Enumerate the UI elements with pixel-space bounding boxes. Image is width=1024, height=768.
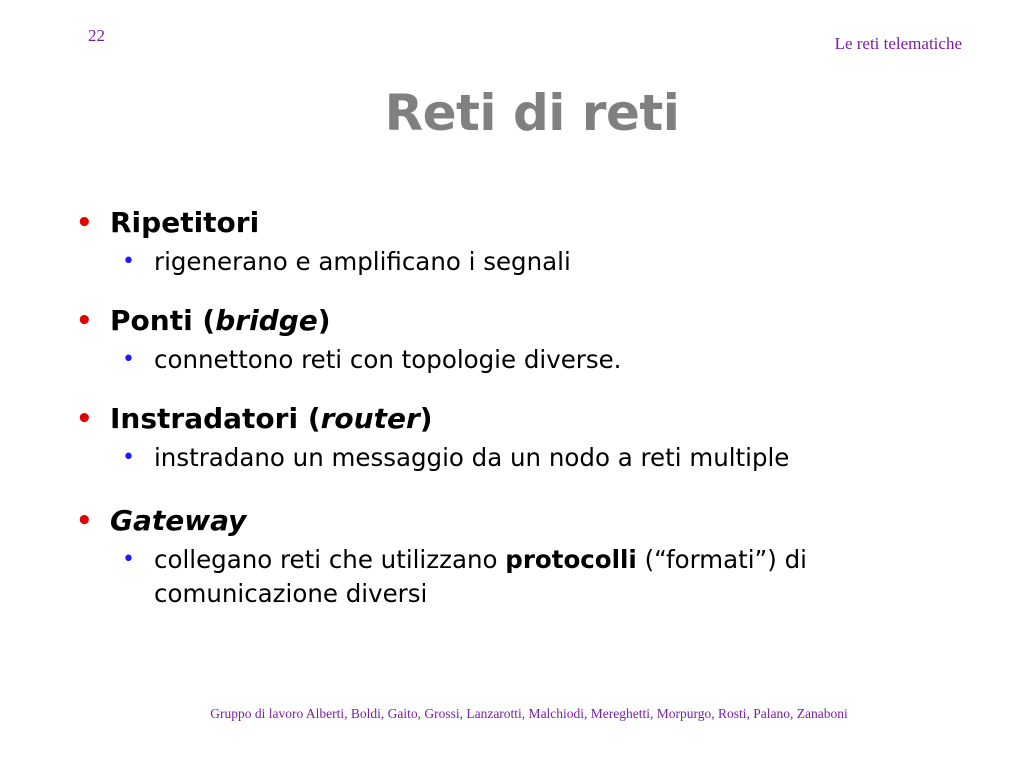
slide-number: 22 bbox=[88, 26, 105, 45]
bullet-icon: • bbox=[76, 208, 93, 238]
sub-bullet bbox=[122, 245, 976, 279]
heading-text-emphasis: router bbox=[320, 402, 420, 435]
header-title: Le reti telematiche bbox=[834, 34, 962, 53]
sub-bullet-text: rigenerano e amplificano i segnali bbox=[154, 247, 571, 276]
list-item-ponti bbox=[76, 301, 976, 377]
sub-bullet bbox=[122, 543, 976, 611]
bullet-heading bbox=[76, 501, 976, 541]
slide-title: Reti di reti bbox=[384, 84, 680, 142]
heading-text-emphasis: Gateway bbox=[110, 504, 247, 537]
sub-bullet-icon: • bbox=[122, 445, 135, 470]
bullet-icon: • bbox=[76, 306, 93, 336]
list-item-instradatori bbox=[76, 399, 976, 475]
list-item-gateway bbox=[76, 501, 976, 611]
heading-text-prefix: Ponti ( bbox=[110, 304, 216, 337]
sub-bullet-text-suffix: (“formati”) di comunicazione diversi bbox=[154, 545, 807, 608]
heading-text-suffix: ) bbox=[317, 304, 331, 337]
sub-bullet-text-prefix: collegano reti che utilizzano bbox=[154, 545, 506, 574]
sub-bullet bbox=[122, 441, 976, 475]
sub-bullet-text-bold: protocolli bbox=[505, 545, 637, 574]
sub-bullet-icon: • bbox=[122, 547, 135, 572]
heading-text: Ripetitori bbox=[110, 206, 260, 239]
list-item-ripetitori bbox=[76, 203, 976, 279]
sub-bullet bbox=[122, 343, 976, 377]
bullet-icon: • bbox=[76, 404, 93, 434]
sub-bullet-text: connettono reti con topologie diverse. bbox=[154, 345, 622, 374]
sub-bullet-icon: • bbox=[122, 347, 135, 372]
sub-bullet-text: instradano un messaggio da un nodo a reti multiple bbox=[154, 443, 790, 472]
bullet-heading bbox=[76, 399, 976, 439]
bullet-heading bbox=[76, 203, 976, 243]
heading-text-emphasis: bridge bbox=[215, 304, 318, 337]
footer-credits: Gruppo di lavoro Alberti, Boldi, Gaito, Grossi, Lanzarotti, Malchiodi, Mereghetti, Morpurgo, Rosti, Palano, Zanaboni bbox=[210, 706, 848, 721]
heading-text-suffix: ) bbox=[419, 402, 433, 435]
bullet-heading bbox=[76, 301, 976, 341]
heading-text-prefix: Instradatori ( bbox=[110, 402, 321, 435]
bullet-list bbox=[76, 203, 976, 611]
sub-bullet-icon: • bbox=[122, 249, 135, 274]
bullet-icon: • bbox=[76, 506, 93, 536]
